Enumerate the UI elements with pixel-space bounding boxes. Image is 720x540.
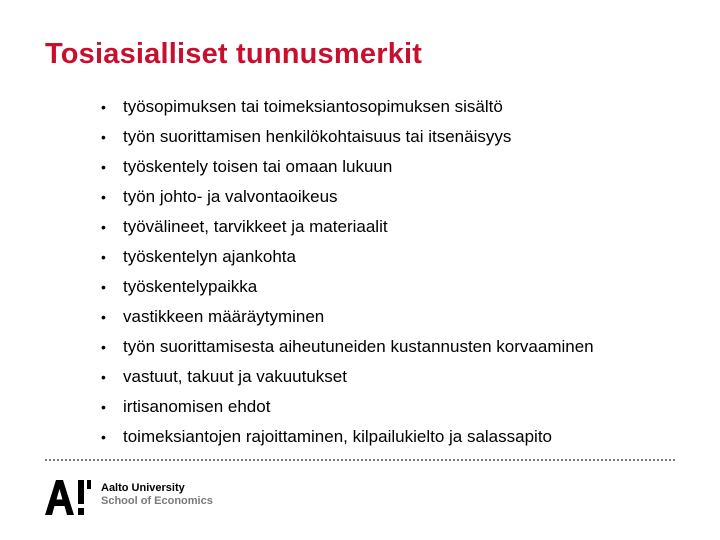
bullet-text: työvälineet, tarvikkeet ja materiaalit — [123, 217, 388, 236]
bullet-text: vastikkeen määräytyminen — [123, 307, 325, 326]
bullet-text: irtisanomisen ehdot — [123, 397, 271, 416]
aalto-logo-icon — [44, 478, 92, 516]
slide-title: Tosiasialliset tunnusmerkit — [45, 38, 423, 70]
bullet-point-icon: • — [101, 339, 106, 355]
bullet-text: työn johto- ja valvontaoikeus — [123, 187, 338, 206]
bullet-text: työskentely toisen tai omaan lukuun — [123, 157, 393, 176]
bullet-text: työsopimuksen tai toimeksiantosopimuksen sisältö — [123, 97, 503, 116]
bullet-text: työn suorittamisesta aiheutuneiden kustannusten korvaaminen — [123, 337, 594, 356]
bullet-text: työskentelypaikka — [123, 277, 258, 296]
bullet-point-icon: • — [101, 159, 106, 175]
bullet-point-icon: • — [101, 309, 106, 325]
bullet-point-icon: • — [101, 429, 106, 445]
bullet-text: vastuut, takuut ja vakuutukset — [123, 367, 347, 386]
logo-school-name: School of Economics — [101, 495, 213, 507]
bullet-text: työn suorittamisen henkilökohtaisuus tai itsenäisyys — [123, 127, 512, 146]
logo-university-name: Aalto University — [101, 482, 185, 494]
bullet-text: toimeksiantojen rajoittaminen, kilpailukielto ja salassapito — [123, 427, 553, 446]
bullet-point-icon: • — [101, 249, 106, 265]
bullet-point-icon: • — [101, 279, 106, 295]
bullet-point-icon: • — [101, 369, 106, 385]
bullet-point-icon: • — [101, 189, 106, 205]
bullet-text: työskentelyn ajankohta — [123, 247, 296, 266]
footer-divider — [45, 459, 675, 461]
university-logo — [44, 478, 214, 518]
bullet-point-icon: • — [101, 219, 106, 235]
bullet-point-icon: • — [101, 129, 106, 145]
bullet-point-icon: • — [101, 399, 106, 415]
bullet-point-icon: • — [101, 99, 106, 115]
